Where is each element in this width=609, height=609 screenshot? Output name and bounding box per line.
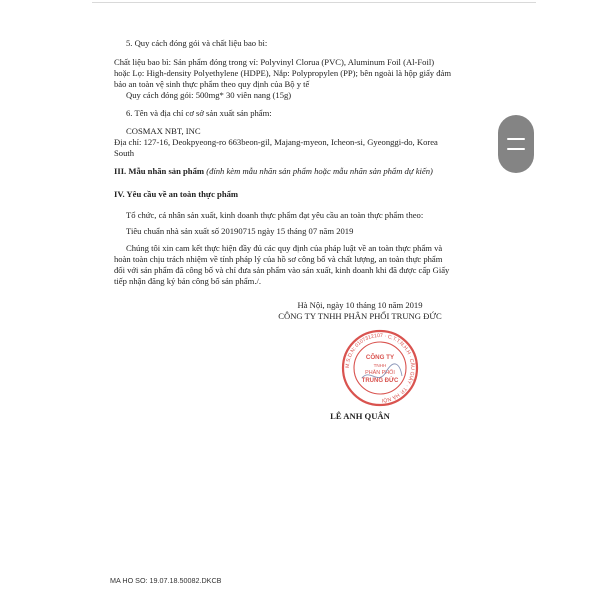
signature-date: Hà Nội, ngày 10 tháng 10 năm 2019 <box>297 300 423 310</box>
page-top-divider <box>92 2 536 3</box>
manufacturer-address-1: Địa chỉ: 127-16, Deokpyeong-ro 663beon-gil, Majang-myeon, Icheon-si, Gyeonggi-do, Korea <box>114 137 438 147</box>
seal-ring-text: M.S.D.N: 0107312107 · C.T.T.N.H.H · CẦU GIẤY · TP. HÀ NỘI <box>344 332 416 403</box>
commitment-line-1: Chúng tôi xin cam kết thực hiện đầy đủ các quy định của pháp luật về an toàn thực phẩm và <box>126 243 443 253</box>
commitment-line-4: tiếp nhận đăng ký bản công bố sản phẩm./. <box>114 276 262 286</box>
company-seal-stamp <box>340 328 420 408</box>
section-3-heading: III. Mẫu nhãn sản phẩm <box>114 166 205 176</box>
material-line-2: hoặc Lọ: High-density Polyethylene (HDPE), Nắp: Polypropylen (PP); bên ngoài là hộp giấy đảm <box>114 68 452 78</box>
material-line-3: bảo an toàn vệ sinh thực phẩm theo quy định của Bộ y tế <box>114 79 310 89</box>
section-4-heading: IV. Yêu cầu về an toàn thực phẩm <box>114 189 239 199</box>
seal-center-text-3: PHÂN PHỐI <box>365 370 395 376</box>
signature-company: CÔNG TY TNHH PHÂN PHỐI TRUNG ĐỨC <box>278 311 442 321</box>
safety-line-1: Tổ chức, cá nhân sản xuất, kinh doanh thực phẩm đạt yêu cầu an toàn thực phẩm theo: <box>126 210 424 220</box>
section-6-heading: 6. Tên và địa chỉ cơ sở sản xuất sản phẩm: <box>126 108 272 118</box>
seal-center-text-1: CÔNG TY <box>365 354 395 361</box>
section-3-line <box>114 166 433 177</box>
menu-lines-icon <box>507 138 525 140</box>
manufacturer-name: COSMAX NBT, INC <box>126 126 201 136</box>
commitment-line-2: hoàn toàn chịu trách nhiệm về tính pháp lý của hồ sơ công bố và chất lượng, an toàn thực phẩm <box>114 254 443 264</box>
material-line-1: Chất liệu bao bì: Sản phẩm đóng trong vỉ: Polyvinyl Clorua (PVC), Aluminum Foil (Al-Foil) <box>114 57 435 67</box>
dossier-code: MA HO SO: 19.07.18.50082.DKCB <box>110 576 222 585</box>
commitment-line-3: đối với sản phẩm đã công bố và chỉ đưa sản phẩm vào sản xuất, kinh doanh khi đã được cấp Giấy <box>114 265 450 275</box>
seal-center-text-4: TRUNG ĐỨC <box>361 378 399 384</box>
manufacturer-address-2: South <box>114 148 135 158</box>
section-3-note: (đính kèm mẫu nhãn sản phẩm hoặc mẫu nhãn sản phẩm dự kiến) <box>206 166 433 176</box>
signer-name: LÊ ANH QUÂN <box>330 411 390 421</box>
seal-inner-ring <box>354 342 406 394</box>
safety-line-2: Tiêu chuẩn nhà sản xuất số 20190715 ngày 15 tháng 07 năm 2019 <box>126 226 354 236</box>
packing-spec: Quy cách đóng gói: 500mg* 30 viên nang (15g) <box>126 90 292 100</box>
seal-center-text-2: TNHH <box>373 363 387 368</box>
section-5-heading: 5. Quy cách đóng gói và chất liệu bao bì: <box>126 38 268 48</box>
scroll-handle-button[interactable] <box>498 115 534 173</box>
menu-lines-icon-bar <box>507 148 525 150</box>
